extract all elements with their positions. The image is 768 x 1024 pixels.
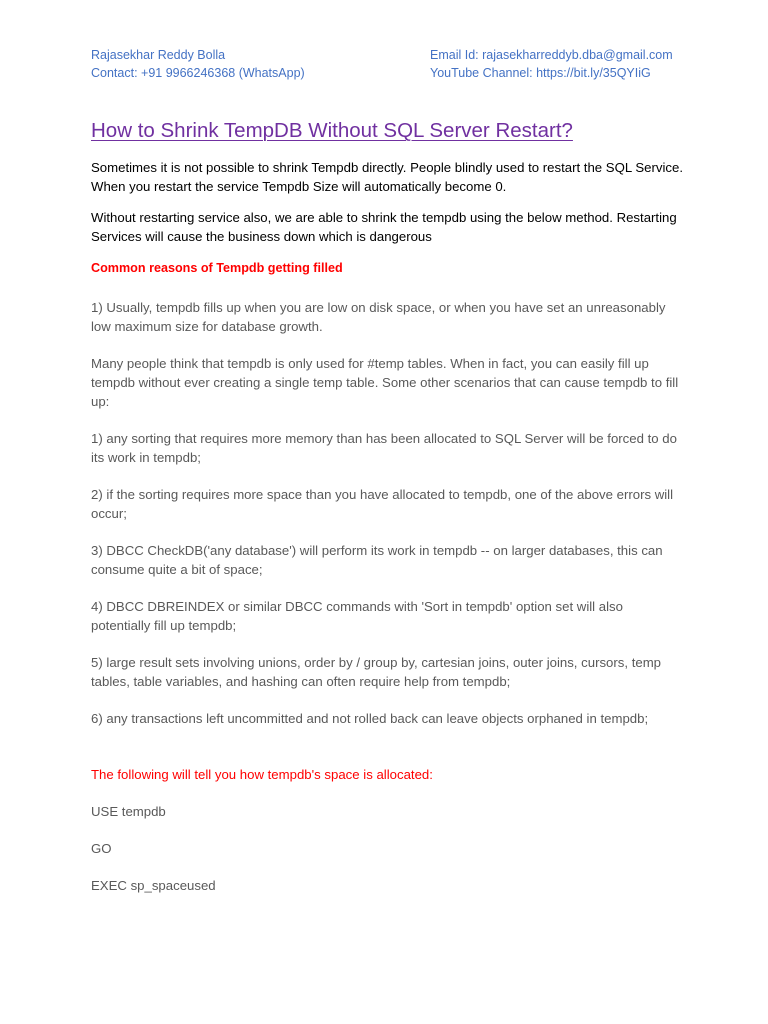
- code-line: EXEC sp_spaceused: [91, 878, 216, 893]
- scenario-item: 6) any transactions left uncommitted and not rolled back can leave objects orphaned in tempdb;: [91, 711, 649, 726]
- scenario-item: 5) large result sets involving unions, order by / group by, cartesian joins, outer joins, cursors, temp tables, table variables, and hashing can often require help from tempdb;: [91, 655, 662, 689]
- author-info: [91, 46, 305, 82]
- reasons-heading: Common reasons of Tempdb getting filled: [91, 261, 343, 275]
- author-email: Email Id: rajasekharreddyb.dba@gmail.com: [430, 48, 673, 62]
- scenario-item: 3) DBCC CheckDB('any database') will perform its work in tempdb -- on larger databases, this can consume quite a bit of space;: [91, 543, 663, 577]
- scenario-item: 2) if the sorting requires more space than you have allocated to tempdb, one of the above errors will occur;: [91, 487, 674, 521]
- intro-paragraph: Without restarting service also, we are able to shrink the tempdb using the below method. Restarting Services will cause the business down which is dangerous: [91, 210, 677, 244]
- allocation-heading: The following will tell you how tempdb's space is allocated:: [91, 767, 433, 782]
- scenario-item: 4) DBCC DBREINDEX or similar DBCC commands with 'Sort in tempdb' option set will also potentially fill up tempdb;: [91, 599, 623, 633]
- author-contact: Contact: +91 9966246368 (WhatsApp): [91, 66, 305, 80]
- code-line: USE tempdb: [91, 804, 166, 819]
- scenario-item: 1) any sorting that requires more memory than has been allocated to SQL Server will be forced to do its work in tempdb;: [91, 431, 677, 465]
- author-links: [430, 46, 673, 82]
- reason-paragraph: Many people think that tempdb is only used for #temp tables. When in fact, you can easily fill up tempdb without ever creating a single temp table. Some other scenarios that can cause tempdb to fill up:: [91, 356, 679, 409]
- intro-paragraph: Sometimes it is not possible to shrink Tempdb directly. People blindly used to restart the SQL Service. When you restart the service Tempdb Size will automatically become 0.: [91, 160, 684, 194]
- reason-paragraph: 1) Usually, tempdb fills up when you are low on disk space, or when you have set an unreasonably low maximum size for database growth.: [91, 300, 666, 334]
- document-title: How to Shrink TempDB Without SQL Server Restart?: [91, 119, 573, 142]
- code-line: GO: [91, 841, 112, 856]
- page-header: [91, 46, 708, 86]
- author-youtube: YouTube Channel: https://bit.ly/35QYIiG: [430, 66, 651, 80]
- document-body: [91, 158, 683, 913]
- author-name: Rajasekhar Reddy Bolla: [91, 48, 226, 62]
- spacer: [91, 746, 683, 765]
